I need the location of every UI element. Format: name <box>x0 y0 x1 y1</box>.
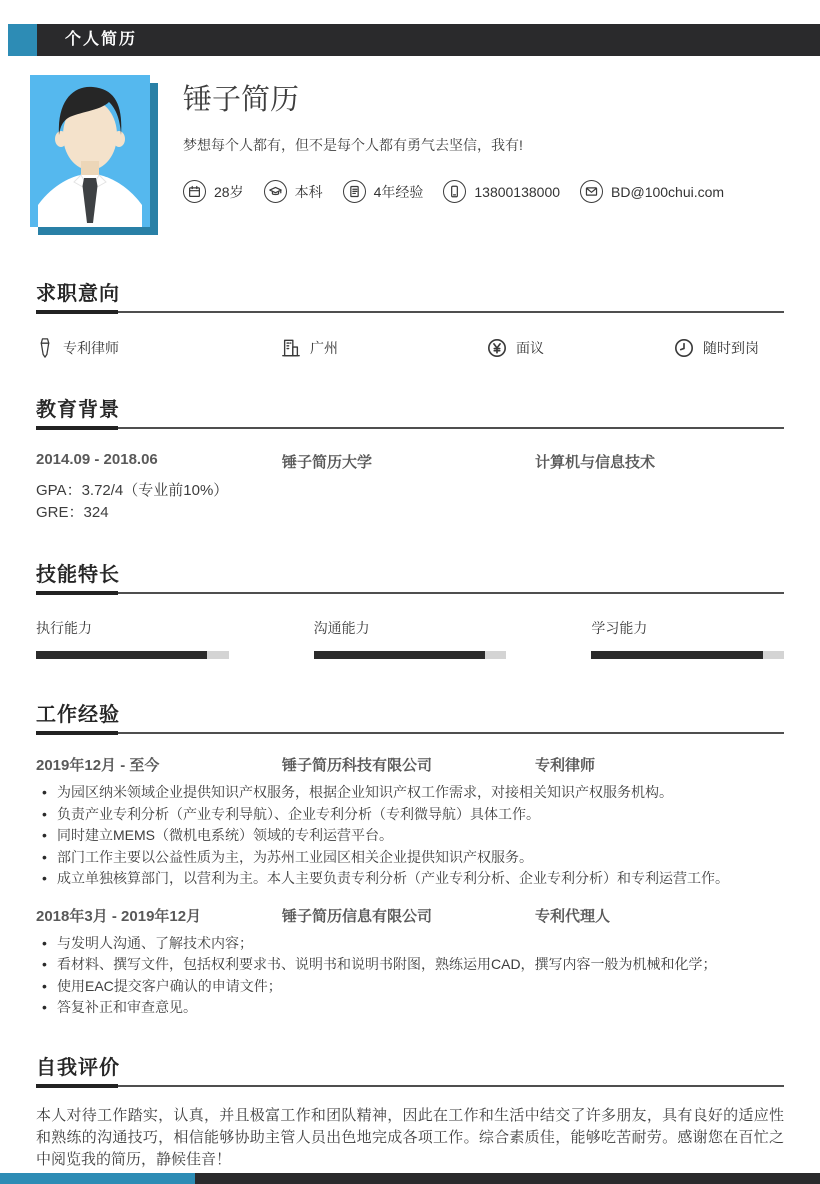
education-details <box>36 480 784 524</box>
experience-stat <box>343 180 424 203</box>
footer-bar <box>0 1173 820 1184</box>
salary-icon <box>487 338 507 358</box>
job-period: 2018年3月 - 2019年12月 <box>36 907 202 925</box>
intention-availability <box>674 338 784 358</box>
intention-salary <box>487 338 674 358</box>
degree-label: 本科 <box>294 183 323 200</box>
education-detail-line: GRE：324 <box>36 504 109 521</box>
tie-icon <box>36 337 54 359</box>
skill-label: 学习能力 <box>591 620 648 636</box>
job-bullet: • 与发明人沟通、了解技术内容； <box>36 933 784 955</box>
calendar-icon <box>183 180 206 203</box>
degree-stat <box>264 180 323 203</box>
job-bullet: • 看材料、撰写文件，包括权利要求书、说明书和说明书附图，熟练运用CAD，撰写内容一般为机械和化学； <box>36 954 784 976</box>
skill-item <box>591 618 784 659</box>
candidate-name: 锤子简历 <box>183 84 300 116</box>
skill-bar-fill <box>591 651 762 659</box>
profile-photo <box>30 75 150 227</box>
intention-salary-label: 面议 <box>516 340 544 356</box>
intention-availability-label: 随时到岗 <box>703 340 759 356</box>
building-icon <box>281 338 301 358</box>
email-stat <box>580 180 724 203</box>
education-period: 2014.09 - 2018.06 <box>36 451 158 468</box>
job-bullet-list <box>36 933 784 1019</box>
skill-bar-fill <box>314 651 485 659</box>
footer-accent-block <box>0 1173 195 1184</box>
banner-accent-block <box>8 24 37 56</box>
clock-icon <box>674 338 694 358</box>
job-bullet: • 使用EAC提交客户确认的申请文件； <box>36 976 784 998</box>
intention-city-label: 广州 <box>310 340 338 356</box>
education-school: 锤子简历大学 <box>282 454 373 471</box>
phone-icon <box>443 180 466 203</box>
graduation-cap-icon <box>264 180 287 203</box>
education-major: 计算机与信息技术 <box>535 454 656 471</box>
age-label: 28岁 <box>214 183 244 200</box>
job-bullet: • 同时建立MEMS（微机电系统）领域的专利运营平台。 <box>36 825 784 847</box>
intention-position-label: 专利律师 <box>63 340 119 356</box>
email-label: BD@100chui.com <box>611 183 725 200</box>
skill-bar-track <box>591 651 784 659</box>
job-period: 2019年12月 - 至今 <box>36 757 160 774</box>
skill-label: 沟通能力 <box>313 620 370 636</box>
job-bullet: • 成立单独核算部门，以营利为主。本人主要负责专利分析（产业专利分析、企业专利分析）和专利运营工作。 <box>36 868 784 890</box>
intention-position <box>36 337 281 359</box>
skill-bar-fill <box>36 651 207 659</box>
job-company: 锤子简历信息有限公司 <box>282 907 433 925</box>
section-skills <box>36 564 784 659</box>
footer-dark-block <box>195 1173 820 1184</box>
experience-icon <box>343 180 366 203</box>
skill-label: 执行能力 <box>36 620 92 636</box>
basic-info-row <box>183 180 784 203</box>
experience-label: 4年经验 <box>373 183 424 200</box>
skill-item <box>36 618 229 659</box>
section-title: 自我评价 <box>36 1056 120 1079</box>
section-header <box>36 399 784 429</box>
tagline: 梦想每个人都有，但不是每个人都有勇气去坚信，我有! <box>183 137 523 153</box>
job-intention-row <box>36 337 784 359</box>
education-row <box>36 451 784 472</box>
section-self-evaluation <box>36 1057 784 1171</box>
page-title: 个人简历 <box>37 24 820 56</box>
job-bullet: • 负责产业专利分析（产业专利导航）、企业专利分析（专利微导航）具体工作。 <box>36 804 784 826</box>
top-banner <box>0 24 820 56</box>
job-bullet: • 答复补正和审查意见。 <box>36 997 784 1019</box>
section-header <box>36 283 784 313</box>
job-bullet-list <box>36 782 784 890</box>
intention-city <box>281 338 487 358</box>
job-header-row <box>36 905 784 926</box>
job-role: 专利代理人 <box>535 907 611 925</box>
section-job-intention <box>36 283 784 359</box>
self-evaluation-text: 本人对待工作踏实，认真，并且极富工作和团队精神，因此在工作和生活中结交了许多朋友，具有良好的适应性和熟练的沟通技巧，相信能够协助主管人员出色地完成各项工作。综合素质佳，能够吃苦耐劳。感谢您在百忙之中阅览我的简历，静候佳音！ <box>36 1106 784 1168</box>
education-detail-line: GPA：3.72/4（专业前10%） <box>36 482 229 499</box>
section-title: 教育背景 <box>36 399 120 421</box>
section-title: 技能特长 <box>36 564 120 586</box>
email-icon <box>580 180 603 203</box>
phone-stat <box>443 180 560 203</box>
job-role: 专利律师 <box>535 757 596 774</box>
skill-bar-track <box>314 651 507 659</box>
section-title: 求职意向 <box>36 283 120 305</box>
job-header-row <box>36 754 784 775</box>
age-stat <box>183 180 244 203</box>
section-title: 工作经验 <box>36 704 120 726</box>
job-company: 锤子简历科技有限公司 <box>282 757 433 774</box>
section-experience <box>36 704 784 1019</box>
skill-bar-track <box>36 651 229 659</box>
skills-row <box>36 618 784 659</box>
section-header <box>36 564 784 594</box>
job-bullet: • 为园区纳米领域企业提供知识产权服务，根据企业知识产权工作需求，对接相关知识产权服务机构。 <box>36 782 784 804</box>
section-education <box>36 399 784 524</box>
section-header <box>36 704 784 734</box>
skill-item <box>314 618 507 659</box>
section-header <box>36 1057 784 1087</box>
avatar-illustration <box>30 75 150 227</box>
job-bullet: • 部门工作主要以公益性质为主，为苏州工业园区相关企业提供知识产权服务。 <box>36 847 784 869</box>
resume-header <box>30 75 784 235</box>
phone-label: 13800138000 <box>474 183 561 200</box>
